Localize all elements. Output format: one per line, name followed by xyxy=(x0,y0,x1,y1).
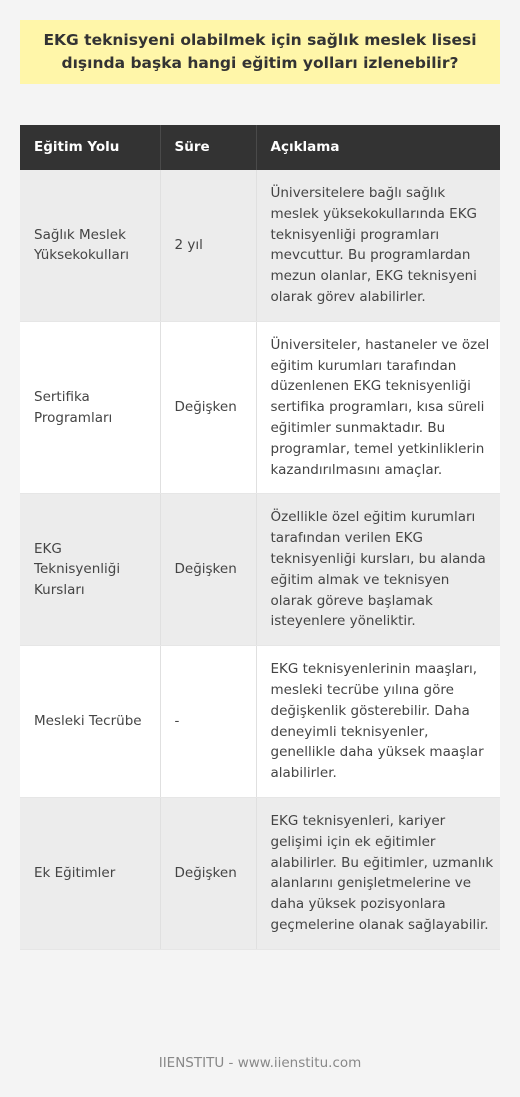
cell-description: EKG teknisyenlerinin maaşları, mesleki tecrübe yılına göre değişkenlik gösterebilir. Daha deneyimli teknisyenler, genellikle daha yüksek maaşlar alabilirler. xyxy=(256,646,500,798)
column-header-description: Açıklama xyxy=(256,125,500,170)
table-row xyxy=(20,646,500,798)
column-header-duration: Süre xyxy=(160,125,256,170)
cell-path: Sertifika Programları xyxy=(20,321,160,494)
title-banner xyxy=(20,20,500,84)
cell-path: EKG Teknisyenliği Kursları xyxy=(20,494,160,646)
cell-description: Özellikle özel eğitim kurumları tarafından verilen EKG teknisyenliği kursları, bu alanda eğitim almak ve teknisyen olarak göreve başlamak isteyenlere yöneliktir. xyxy=(256,494,500,646)
cell-path: Mesleki Tecrübe xyxy=(20,646,160,798)
table-row xyxy=(20,321,500,494)
cell-path: Sağlık Meslek Yüksekokulları xyxy=(20,170,160,321)
cell-duration: 2 yıl xyxy=(160,170,256,321)
cell-description: Üniversitelere bağlı sağlık meslek yüksekokullarında EKG teknisyenliği programları mevcuttur. Bu programlardan mezun olanlar, EKG teknisyeni olarak görev alabilirler. xyxy=(256,170,500,321)
page-title: EKG teknisyeni olabilmek için sağlık meslek lisesi dışında başka hangi eğitim yolları izlenebilir? xyxy=(43,31,477,72)
table-row xyxy=(20,494,500,646)
table-row xyxy=(20,170,500,321)
cell-path: Ek Eğitimler xyxy=(20,797,160,949)
table-header-row xyxy=(20,125,500,170)
footer-credit: IIENSTITU - www.iienstitu.com xyxy=(158,1055,362,1071)
cell-duration: Değişken xyxy=(160,797,256,949)
cell-description: EKG teknisyenleri, kariyer gelişimi için ek eğitimler alabilirler. Bu eğitimler, uzmanlık alanlarını genişletmelerine ve daha yüksek pozisyonlara geçmelerine olanak sağlayabilir. xyxy=(256,797,500,949)
column-header-path: Eğitim Yolu xyxy=(20,125,160,170)
cell-description: Üniversiteler, hastaneler ve özel eğitim kurumları tarafından düzenlenen EKG teknisyenliği sertifika programları, kısa süreli eğitimler sunmaktadır. Bu programlar, temel yetkinliklerin kazandırılmasını amaçlar. xyxy=(256,321,500,494)
cell-duration: Değişken xyxy=(160,494,256,646)
cell-duration: Değişken xyxy=(160,321,256,494)
education-paths-table xyxy=(20,125,500,950)
table-row xyxy=(20,797,500,949)
cell-duration: - xyxy=(160,646,256,798)
